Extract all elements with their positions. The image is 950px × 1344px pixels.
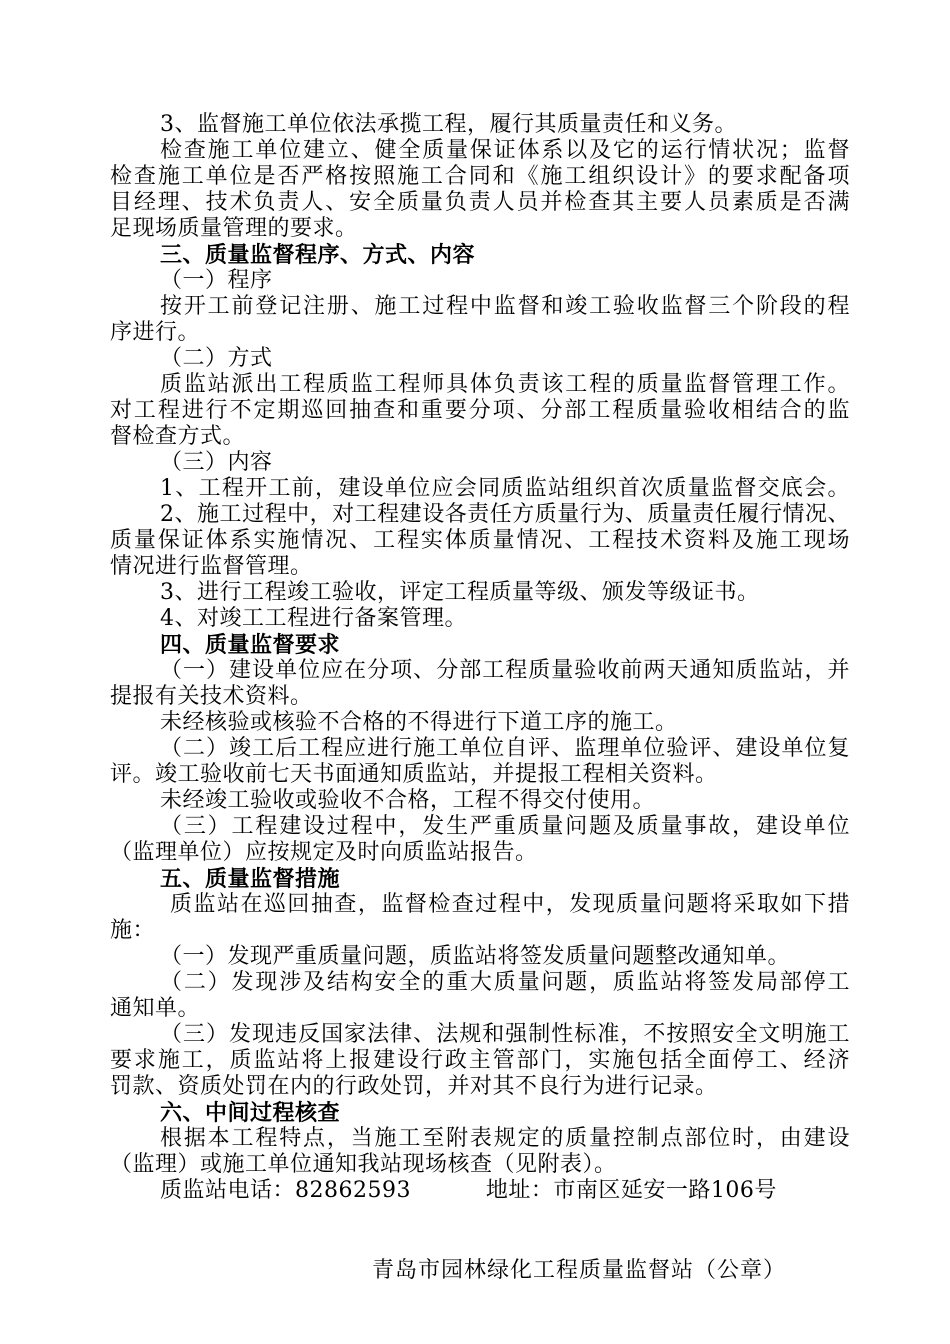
subheading-method: （二）方式	[160, 346, 273, 371]
text-line-8: 按开工前登记注册、施工过程中监督和竣工验收监督三个阶段的程	[160, 294, 850, 319]
text-line-17: 质量保证体系实施情况、工程实体质量情况、工程技术资料及施工现场	[110, 528, 850, 553]
text-line-38: 罚款、资质处罚在内的行政处罚，并对其不良行为进行记录。	[110, 1074, 718, 1099]
section-heading-5: 五、质量监督措施	[160, 866, 341, 892]
subheading-procedure: （一）程序	[160, 268, 273, 293]
text-line-15: 1、工程开工前，建设单位应会同质监站组织首次质量监督交底会。	[160, 476, 850, 501]
text-line-26: 评。竣工验收前七天书面通知质监站，并提报工程相关资料。	[110, 762, 718, 787]
text-line-25: （二）竣工后工程应进行施工单位自评、监理单位验评、建设单位复	[160, 736, 850, 761]
section-heading-3: 三、质量监督程序、方式、内容	[160, 242, 476, 268]
text-line-1: 3、监督施工单位依法承揽工程，履行其质量责任和义务。	[160, 112, 737, 137]
text-line-33: （一）发现严重质量问题，质监站将签发质量问题整改通知单。	[160, 944, 791, 969]
text-line-3: 检查施工单位是否严格按照施工合同和《施工组织设计》的要求配备项	[110, 164, 850, 189]
text-line-11: 质监站派出工程质监工程师具体负责该工程的质量监督管理工作。	[160, 372, 850, 397]
text-line-24: 未经核验或核验不合格的不得进行下道工序的施工。	[160, 710, 678, 735]
text-line-2: 检查施工单位建立、健全质量保证体系以及它的运行情状况；监督	[160, 138, 850, 163]
text-line-22: （一）建设单位应在分项、分部工程质量验收前两天通知质监站，并	[160, 658, 850, 683]
text-line-34: （二）发现涉及结构安全的重大质量问题，质监站将签发局部停工	[160, 970, 850, 995]
text-line-18: 情况进行监督管理。	[110, 554, 313, 579]
text-line-29: （监理单位）应按规定及时向质监站报告。	[110, 840, 538, 865]
contact-line: 质监站电话：82862593 地址：市南区延安一路106号	[160, 1178, 777, 1203]
text-line-36: （三）发现违反国家法律、法规和强制性标准，不按照安全文明施工	[160, 1022, 850, 1047]
text-line-35: 通知单。	[110, 996, 201, 1021]
text-line-5: 足现场质量管理的要求。	[110, 216, 358, 241]
text-line-31: 质监站在巡回抽查，监督检查过程中，发现质量问题将采取如下措	[170, 892, 850, 917]
text-line-16: 2、施工过程中，对工程建设各责任方质量行为、质量责任履行情况、	[160, 502, 850, 527]
text-line-23: 提报有关技术资料。	[110, 684, 313, 709]
text-line-4: 目经理、技术负责人、安全质量负责人员并检查其主要人员素质是否满	[110, 190, 850, 215]
text-line-41: （监理）或施工单位通知我站现场核查（见附表）。	[110, 1152, 617, 1177]
text-line-32: 施：	[110, 918, 156, 943]
text-line-13: 督检查方式。	[110, 424, 246, 449]
section-heading-6: 六、中间过程核查	[160, 1100, 341, 1126]
text-line-20: 4、对竣工工程进行备案管理。	[160, 606, 467, 631]
text-line-40: 根据本工程特点，当施工至附表规定的质量控制点部位时，由建设	[160, 1126, 850, 1151]
text-line-27: 未经竣工验收或验收不合格，工程不得交付使用。	[160, 788, 656, 813]
issuer-seal-line: 青岛市园林绿化工程质量监督站（公章）	[372, 1258, 787, 1283]
text-line-37: 要求施工，质监站将上报建设行政主管部门，实施包括全面停工、经济	[110, 1048, 850, 1073]
subheading-content: （三）内容	[160, 450, 273, 475]
text-line-12: 对工程进行不定期巡回抽查和重要分项、分部工程质量验收相结合的监	[110, 398, 850, 423]
text-line-28: （三）工程建设过程中，发生严重质量问题及质量事故，建设单位	[160, 814, 850, 839]
text-line-9: 序进行。	[110, 320, 201, 345]
section-heading-4: 四、质量监督要求	[160, 632, 341, 658]
text-line-19: 3、进行工程竣工验收，评定工程质量等级、颁发等级证书。	[160, 580, 760, 605]
